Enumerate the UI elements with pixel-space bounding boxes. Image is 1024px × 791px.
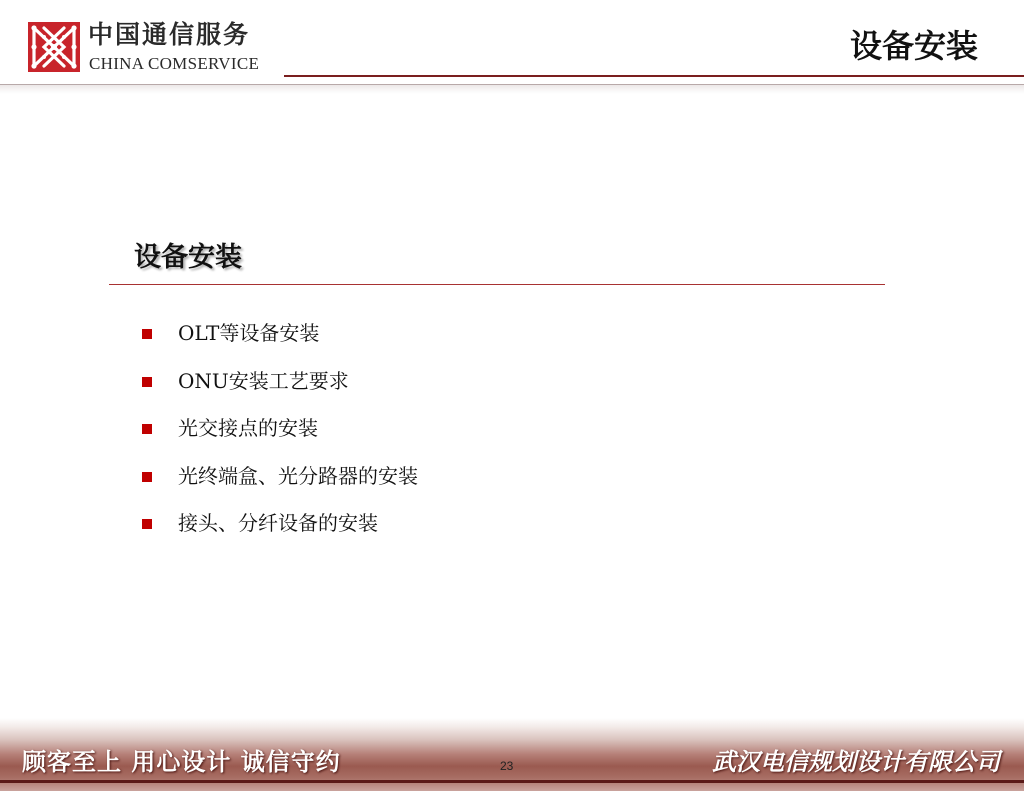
bullet-list [142, 318, 418, 556]
list-item-text: 光交接点的安装 [178, 416, 318, 440]
square-bullet-icon [142, 519, 152, 529]
list-item-text: OLT等设备安装 [178, 321, 320, 345]
footer-divider [0, 780, 1024, 783]
section-heading: 设备安装 [134, 242, 242, 273]
list-item [142, 508, 418, 556]
square-bullet-icon [142, 329, 152, 339]
section-divider [109, 284, 885, 285]
list-item [142, 461, 418, 509]
list-item-text: 光终端盒、光分路器的安装 [178, 463, 418, 488]
brand-name-english: CHINA COMSERVICE [89, 54, 260, 73]
page-title: 设备安装 [849, 27, 978, 65]
list-item [142, 366, 418, 414]
square-bullet-icon [142, 424, 152, 434]
header-divider-thin [0, 84, 1024, 85]
list-item [142, 318, 418, 366]
list-item [142, 413, 418, 461]
china-comservice-logo-icon [28, 22, 80, 72]
list-item-text: 接头、分纤设备的安装 [178, 511, 378, 535]
page-number: 23 [500, 759, 514, 773]
brand-name-chinese: 中国通信服务 [88, 20, 251, 49]
footer-company-name: 武汉电信规划设计有限公司 [712, 748, 1000, 776]
header-divider [284, 75, 1024, 77]
square-bullet-icon [142, 377, 152, 387]
header-shadow-band [0, 84, 1024, 94]
footer-slogan: 顾客至上 用心设计 诚信守约 [22, 748, 341, 776]
square-bullet-icon [142, 472, 152, 482]
list-item-text: ONU安装工艺要求 [178, 368, 349, 393]
